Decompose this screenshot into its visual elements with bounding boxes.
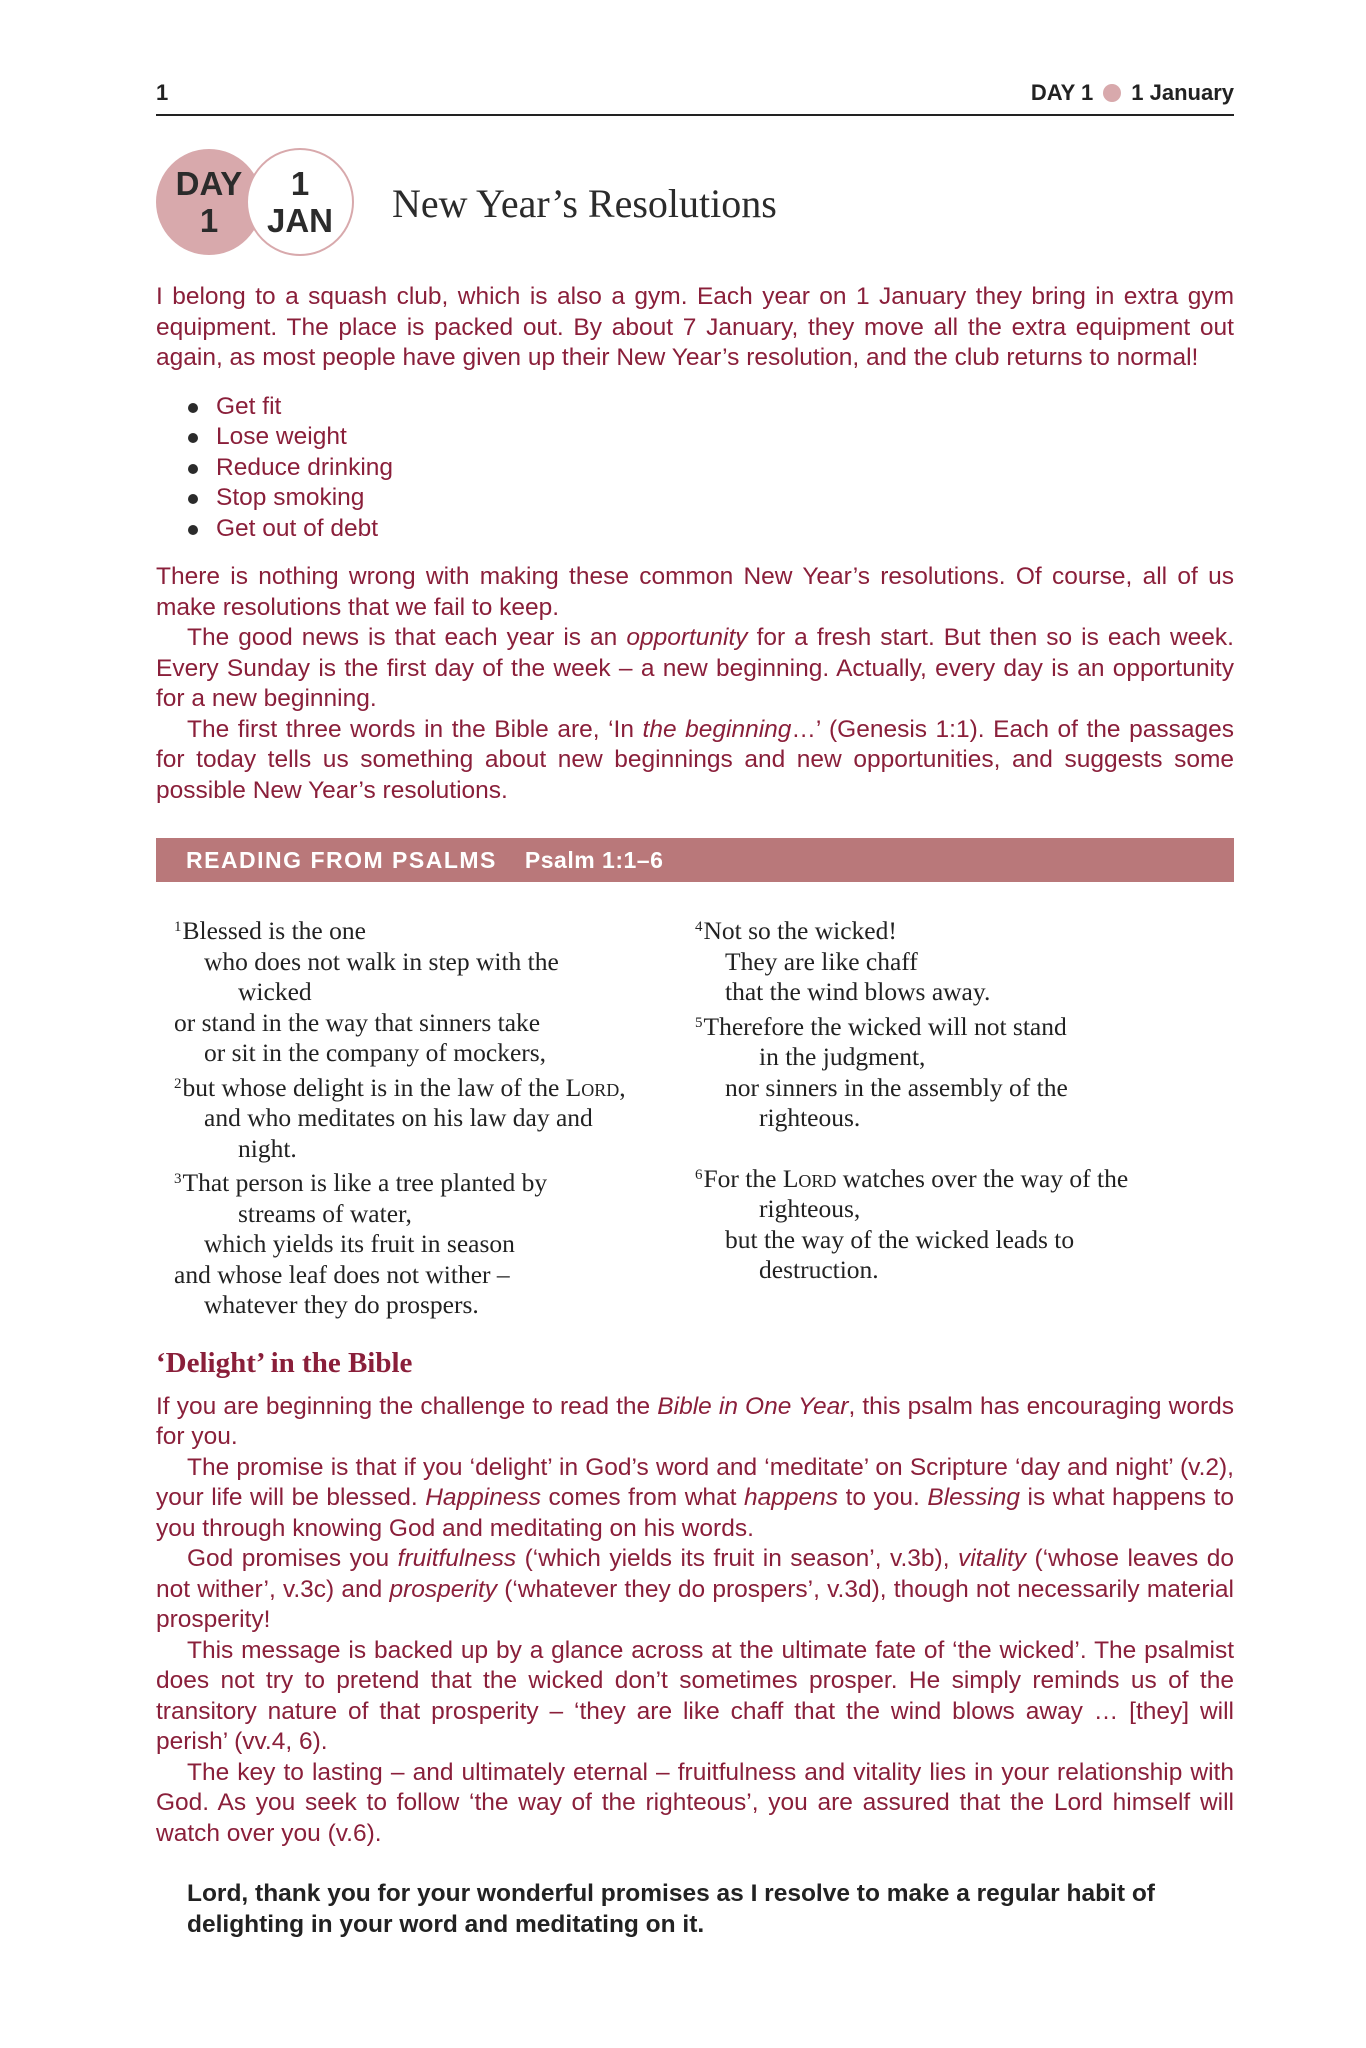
psalm-column-left <box>156 912 695 1321</box>
lord-small-caps: Lord <box>565 1072 620 1102</box>
text-run: comes from what <box>540 1484 745 1511</box>
text-run: The good news is that each year is an <box>187 624 627 651</box>
commentary-body <box>156 1392 1234 1850</box>
psalm-line: and whose leaf does not wither – <box>174 1259 510 1289</box>
text-run: God promises you <box>187 1545 398 1572</box>
verse-number: 3 <box>174 1171 182 1187</box>
psalm-line-text: That person is like a tree planted by <box>182 1168 548 1197</box>
commentary-paragraph-4: This message is backed up by a glance across at the ultimate fate of ‘the wicked’. The psalmist does not try to pretend that the wicked don’t sometimes prosper. He simply reminds us of the transitory nature of that prosperity – ‘they are like chaff that the wind blows away … [they] will perish’ (vv.4, 6). <box>156 1636 1234 1755</box>
header-day-label: DAY 1 <box>1030 80 1094 105</box>
paragraph-3 <box>156 715 1234 807</box>
psalm-line: or stand in the way that sinners take <box>174 1007 541 1037</box>
psalm-line <box>695 1160 1234 1195</box>
psalm-line: and who meditates on his law day and <box>204 1103 593 1132</box>
header-date-label: 1 January <box>1131 80 1234 105</box>
emphasis-text: fruitfulness <box>397 1545 517 1572</box>
reading-heading-bar <box>156 838 1234 882</box>
commentary-paragraph-1 <box>156 1392 1234 1453</box>
psalm-line: or sit in the company of mockers, <box>204 1038 547 1067</box>
reading-reference: Psalm 1:1–6 <box>524 846 664 873</box>
psalm-line: nor sinners in the assembly of the <box>725 1072 1068 1102</box>
paragraph-1: There is nothing wrong with making these common New Year’s resolutions. Of course, all of us make resolutions that we fail to keep. <box>156 563 1234 621</box>
psalm-line-text: but whose delight is in the law of the <box>182 1072 566 1102</box>
psalm-line: righteous, <box>759 1194 861 1223</box>
emphasis-text: prosperity <box>389 1575 498 1603</box>
psalm-line-text: Therefore the wicked will not stand <box>703 1011 1067 1041</box>
psalm-line: which yields its fruit in season <box>204 1229 515 1258</box>
text-run: , this psalm has encouraging words for you. <box>156 1392 1234 1450</box>
psalm-line <box>174 1164 695 1199</box>
commentary-paragraph-2 <box>156 1453 1234 1545</box>
intro-body <box>156 562 1234 806</box>
psalm-line: righteous. <box>759 1103 861 1132</box>
psalm-line-text: , <box>619 1072 626 1102</box>
text-run: The first three words in the Bible are, ‘In <box>187 715 643 743</box>
page-number: 1 <box>156 80 169 105</box>
psalm-line: in the judgment, <box>759 1042 926 1071</box>
reading-label: READING FROM PSALMS <box>186 846 497 873</box>
resolutions-list <box>156 392 1234 545</box>
intro-section <box>156 282 1234 374</box>
dot-icon <box>1103 84 1121 102</box>
psalm-line-text: For the <box>703 1163 783 1193</box>
text-run: (‘which yields its fruit in season’, v.3b), <box>516 1545 958 1572</box>
verse-number: 6 <box>695 1166 703 1183</box>
psalm-column-right <box>695 912 1234 1321</box>
page-header <box>156 80 1234 116</box>
section-heading: ‘Delight’ in the Bible <box>156 1346 413 1379</box>
list-item: Get out of debt <box>186 514 1234 545</box>
text-run: The promise is that if you ‘delight’ in God’s word and ‘meditate’ on Scripture ‘day and night’ (v.2), your life will be blessed. <box>156 1453 1234 1511</box>
prayer: Lord, thank you for your wonderful promises as I resolve to make a regular habit of delighting in your word and meditating on it. <box>187 1880 1155 1938</box>
commentary-paragraph-3 <box>156 1544 1234 1636</box>
psalm-line: that the wind blows away. <box>725 977 991 1006</box>
lord-small-caps: Lord <box>782 1163 837 1193</box>
psalm-line-text: watches over the way of the <box>836 1163 1129 1193</box>
date-badge <box>246 148 354 256</box>
text-run: …’ (Genesis 1:1). Each of the passages for today tells us something about new beginnings and new opportunities, and suggests some possible New Year’s resolutions. <box>156 715 1234 804</box>
psalm-line: wicked <box>238 977 312 1006</box>
page-title: New Year’s Resolutions <box>392 180 777 226</box>
emphasis-text: Bible in One Year <box>657 1392 849 1420</box>
text-run: to you. <box>838 1484 928 1511</box>
psalm-line: destruction. <box>759 1255 879 1284</box>
emphasis-text: vitality <box>957 1545 1027 1572</box>
commentary-paragraph-5: The key to lasting – and ultimately eternal – fruitfulness and vitality lies in your relationship with God. As you seek to follow ‘the way of the righteous’, you are assured that the Lord himself will watch over you (v.6). <box>156 1758 1234 1847</box>
psalm-line: They are like chaff <box>725 946 918 976</box>
psalm-text <box>156 912 1234 1321</box>
emphasis-text: opportunity <box>626 624 748 651</box>
verse-number: 1 <box>174 919 182 935</box>
psalm-line: but the way of the wicked leads to <box>725 1224 1075 1254</box>
verse-number: 2 <box>174 1075 182 1092</box>
psalm-line: streams of water, <box>238 1198 412 1228</box>
paragraph-2 <box>156 623 1234 715</box>
verse-number: 4 <box>695 919 703 935</box>
emphasis-text: Happiness <box>425 1484 541 1511</box>
text-run: (‘whatever they do prospers’, v.3d), though not necessarily material prosperity! <box>156 1575 1234 1633</box>
emphasis-text: Blessing <box>927 1484 1020 1511</box>
text-run: is what happens to you through knowing God and meditating on his words. <box>156 1484 1235 1542</box>
date-badge-line2: JAN <box>266 202 334 239</box>
psalm-line <box>174 912 695 947</box>
page <box>156 80 1234 1940</box>
psalm-line: night. <box>238 1133 297 1163</box>
verse-number: 5 <box>695 1014 703 1031</box>
intro-paragraph: I belong to a squash club, which is also a gym. Each year on 1 January they bring in extra gym equipment. The place is packed out. By about 7 January, they move all the extra equipment out again, as most people have given up their New Year’s resolution, and the club returns to normal! <box>156 283 1234 371</box>
psalm-line: whatever they do prospers. <box>204 1290 479 1319</box>
stanza-gap <box>695 1134 1234 1160</box>
emphasis-text: happens <box>744 1484 839 1511</box>
list-item: Get fit <box>186 392 1234 423</box>
list-item: Lose weight <box>186 422 1234 453</box>
emphasis-text: the beginning <box>642 715 792 743</box>
list-item: Reduce drinking <box>186 453 1234 484</box>
list-item: Stop smoking <box>186 483 1234 514</box>
psalm-line <box>695 912 1234 947</box>
psalm-line <box>695 1008 1234 1043</box>
day-badge-line2: 1 <box>199 202 219 239</box>
title-row <box>156 148 1234 256</box>
date-badge-line1: 1 <box>290 165 310 202</box>
psalm-line <box>174 1069 695 1104</box>
psalm-line-text: Blessed is the one <box>182 916 366 945</box>
psalm-line-text: Not so the wicked! <box>703 916 897 945</box>
text-run: (‘whose leaves do not wither’, v.3c) and <box>156 1545 1235 1603</box>
text-run: for a fresh start. But then so is each week. Every Sunday is the first day of the week – a new beginning. Actually, every day is an opportunity for a new beginning. <box>156 624 1234 712</box>
text-run: If you are beginning the challenge to read the <box>156 1392 658 1420</box>
day-badge-line1: DAY <box>175 165 243 202</box>
psalm-line: who does not walk in step with the <box>204 946 559 976</box>
header-day-date <box>1031 80 1234 106</box>
